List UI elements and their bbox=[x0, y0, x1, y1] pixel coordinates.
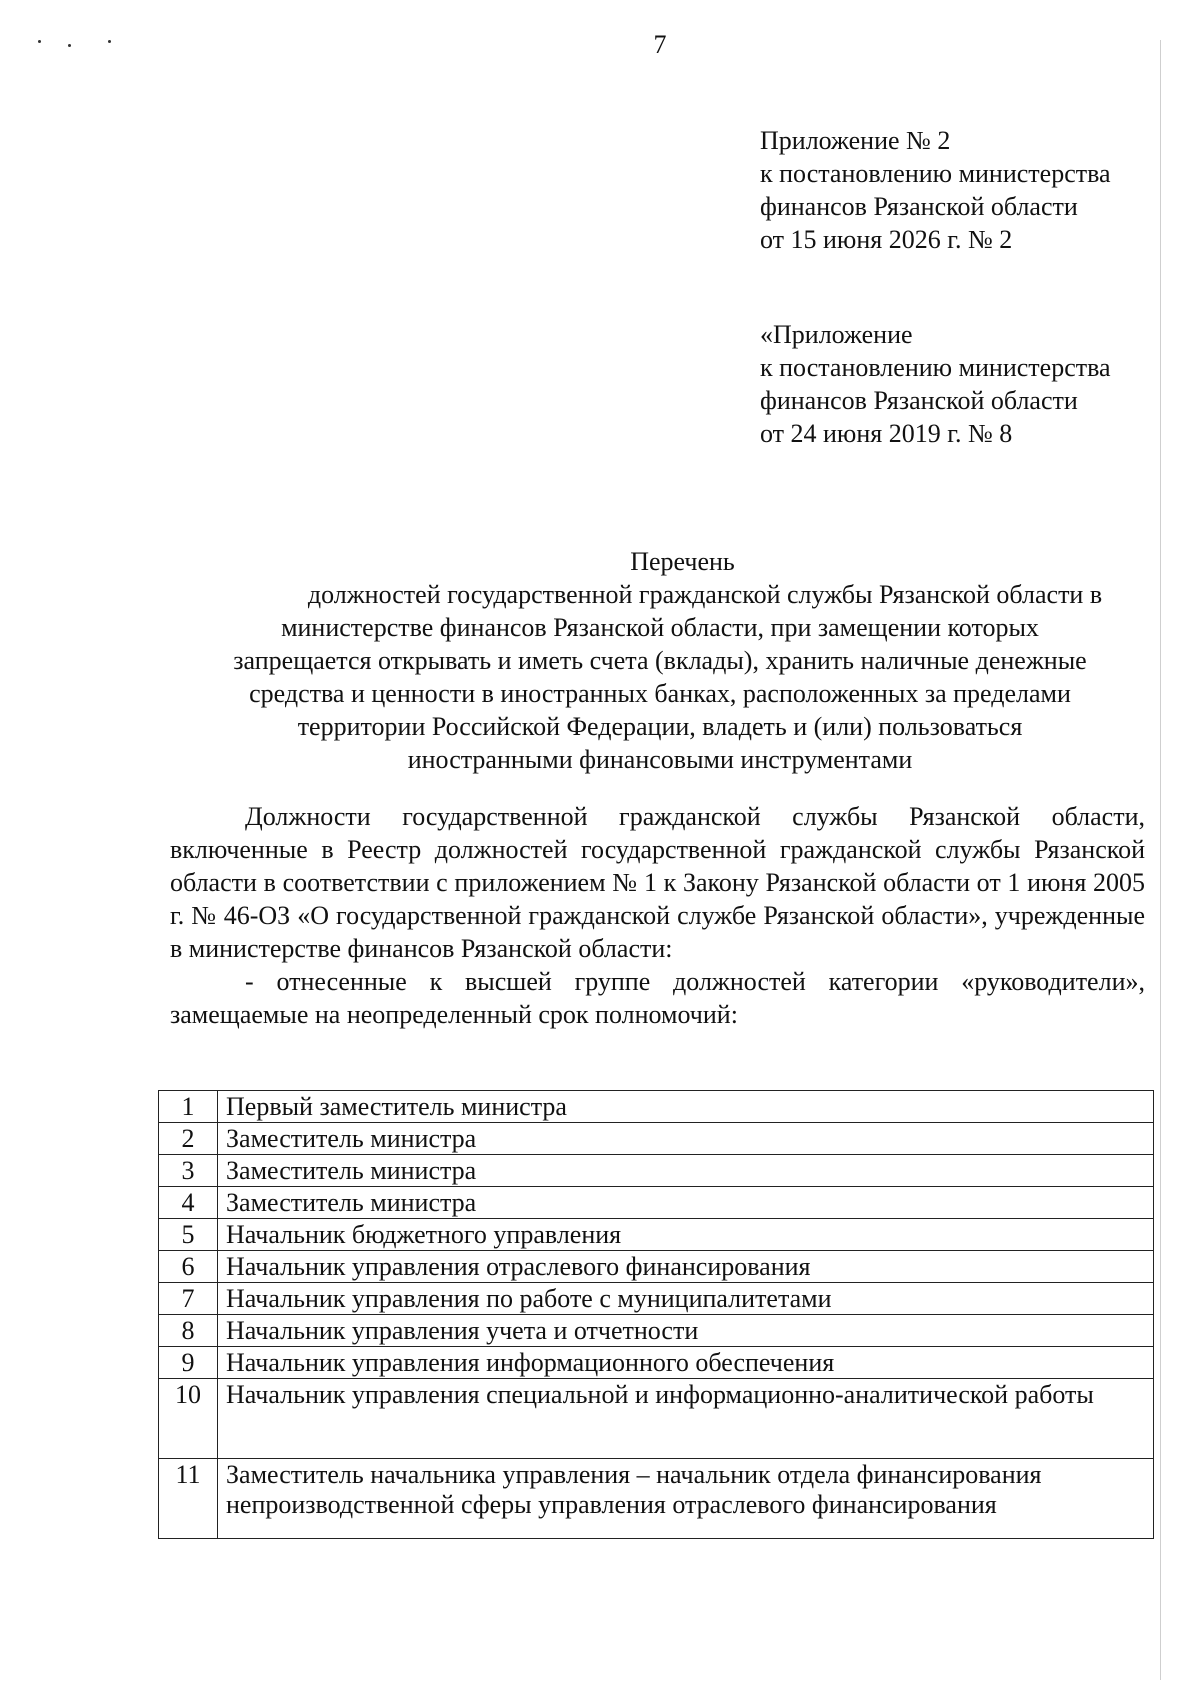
position-title: Первый заместитель министра bbox=[218, 1091, 1154, 1123]
annex-line: к постановлению министерства bbox=[760, 159, 1111, 188]
document-title bbox=[170, 545, 1150, 776]
position-title: Начальник управления отраслевого финансирования bbox=[218, 1251, 1154, 1283]
title-line: запрещается открывать и иметь счета (вклады), хранить наличные денежные bbox=[233, 646, 1087, 675]
page-number: 7 bbox=[653, 30, 667, 59]
table-row bbox=[159, 1187, 1154, 1219]
position-number: 9 bbox=[159, 1347, 218, 1379]
position-number: 2 bbox=[159, 1123, 218, 1155]
table-row bbox=[159, 1283, 1154, 1315]
table-row bbox=[159, 1219, 1154, 1251]
title-line: средства и ценности в иностранных банках, расположенных за пределами bbox=[249, 679, 1071, 708]
position-number: 8 bbox=[159, 1315, 218, 1347]
table-row bbox=[159, 1379, 1154, 1459]
body-paragraph: Должности государственной гражданской службы Рязанской области, включенные в Реестр должностей государственной гражданской службы Рязанской области в соответствии с приложением № 1 к Закону Рязанской области от 1 июня 2005 г. № 46-ОЗ «О государственной гражданской службе Рязанской области», учрежденные в министерстве финансов Рязанской области: bbox=[170, 802, 1145, 963]
scan-edge-line bbox=[1160, 40, 1161, 1680]
position-title: Начальник управления специальной и информационно-аналитической работы bbox=[218, 1379, 1154, 1459]
title-line: иностранными финансовыми инструментами bbox=[407, 745, 913, 774]
position-number: 5 bbox=[159, 1219, 218, 1251]
table-row bbox=[159, 1459, 1154, 1539]
position-number: 11 bbox=[159, 1459, 218, 1539]
table-row bbox=[159, 1091, 1154, 1123]
position-number: 6 bbox=[159, 1251, 218, 1283]
position-title: Начальник бюджетного управления bbox=[218, 1219, 1154, 1251]
table-row bbox=[159, 1315, 1154, 1347]
title-line: территории Российской Федерации, владеть и (или) пользоваться bbox=[297, 712, 1023, 741]
position-title: Начальник управления информационного обеспечения bbox=[218, 1347, 1154, 1379]
annex-line: финансов Рязанской области bbox=[760, 386, 1078, 415]
position-title: Заместитель министра bbox=[218, 1123, 1154, 1155]
position-title: Начальник управления по работе с муниципалитетами bbox=[218, 1283, 1154, 1315]
title-heading: Перечень bbox=[630, 547, 735, 576]
table-row bbox=[159, 1123, 1154, 1155]
body-text bbox=[170, 800, 1145, 1031]
position-title: Начальник управления учета и отчетности bbox=[218, 1315, 1154, 1347]
annex-header-current bbox=[760, 124, 1180, 256]
annex-header-original bbox=[760, 318, 1180, 450]
position-title: Заместитель начальника управления – начальник отдела финансирования непроизводственной сферы управления отраслевого финансирования bbox=[218, 1459, 1154, 1539]
annex-line: «Приложение bbox=[760, 320, 913, 349]
positions-table bbox=[158, 1090, 1154, 1539]
position-number: 1 bbox=[159, 1091, 218, 1123]
title-line: министерстве финансов Рязанской области, при замещении которых bbox=[281, 613, 1039, 642]
table-row bbox=[159, 1251, 1154, 1283]
position-title: Заместитель министра bbox=[218, 1187, 1154, 1219]
annex-line: Приложение № 2 bbox=[760, 126, 951, 155]
scan-speck bbox=[38, 40, 41, 43]
annex-line: от 15 июня 2026 г. № 2 bbox=[760, 225, 1013, 254]
table-row bbox=[159, 1155, 1154, 1187]
body-paragraph: - отнесенные к высшей группе должностей категории «руководители», замещаемые на неопределенный срок полномочий: bbox=[170, 967, 1145, 1029]
position-number: 10 bbox=[159, 1379, 218, 1459]
title-line: должностей государственной гражданской службы Рязанской области в bbox=[307, 580, 1103, 609]
position-number: 7 bbox=[159, 1283, 218, 1315]
annex-line: к постановлению министерства bbox=[760, 353, 1111, 382]
table-row bbox=[159, 1347, 1154, 1379]
annex-line: от 24 июня 2019 г. № 8 bbox=[760, 419, 1013, 448]
annex-line: финансов Рязанской области bbox=[760, 192, 1078, 221]
position-number: 3 bbox=[159, 1155, 218, 1187]
position-number: 4 bbox=[159, 1187, 218, 1219]
position-title: Заместитель министра bbox=[218, 1155, 1154, 1187]
